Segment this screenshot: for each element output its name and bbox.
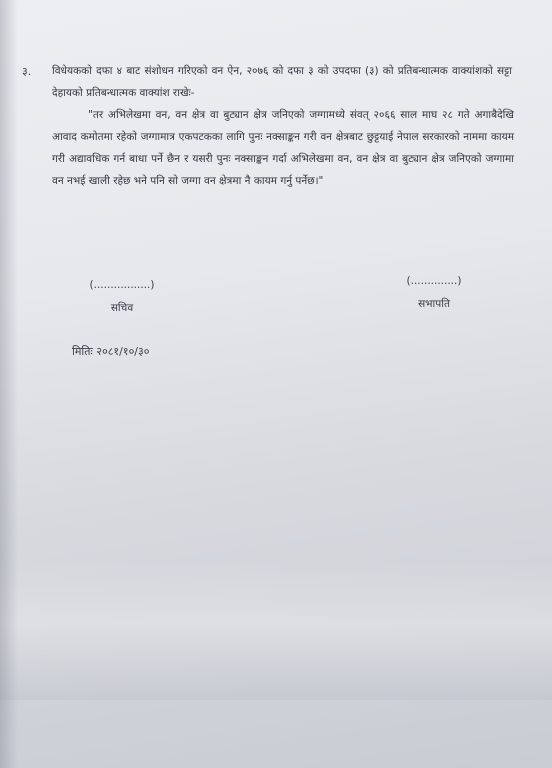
signatory-role: सचिव: [110, 302, 134, 314]
signature-chairperson: [398, 275, 470, 311]
document-date: मितिः २०८१/१०/३०: [72, 345, 150, 358]
paragraph-number: ३.: [22, 65, 32, 78]
page-edge-shadow: [0, 0, 18, 768]
paper-fold-shading: [0, 560, 552, 700]
signature-line: (..............): [406, 275, 462, 287]
amendment-intro-text: विधेयकको दफा ४ बाट संशोधन गरिएको वन ऐन, २०७६ को दफा ३ को उपदफा (३) को प्रतिबन्धात्मक वाक्यांशको सट्टा देहायको प्रतिबन्धात्मक वाक्यांश राखेः-: [52, 65, 512, 99]
signature-secretary: [78, 279, 166, 315]
signatory-role: सभापति: [418, 298, 450, 310]
signature-line: (.................): [89, 279, 155, 291]
amendment-quoted-text: "तर अभिलेखमा वन, वन क्षेत्र वा बुट्यान क्षेत्र जनिएको जग्गामध्ये संवत् २०६६ साल माघ २८ गते अगाबैदेखि आवाद कमोतमा रहेको जग्गामात्र एकपटकका लागि पुनः नक्साङ्कन गरी वन क्षेत्रबाट छुट्टयाई नेपाल सरकारको नाममा कायम गरी अद्यावधिक गर्न बाधा पर्ने छैन र यसरी पुनः नक्साङ्कन गर्दा अभिलेखमा वन, वन क्षेत्र वा बुट्यान क्षेत्र जनिएको जग्गामा वन नभई खाली रहेछ भने पनि सो जग्गा वन क्षेत्रमा नै कायम गर्नु पर्नेछ।": [52, 109, 514, 187]
